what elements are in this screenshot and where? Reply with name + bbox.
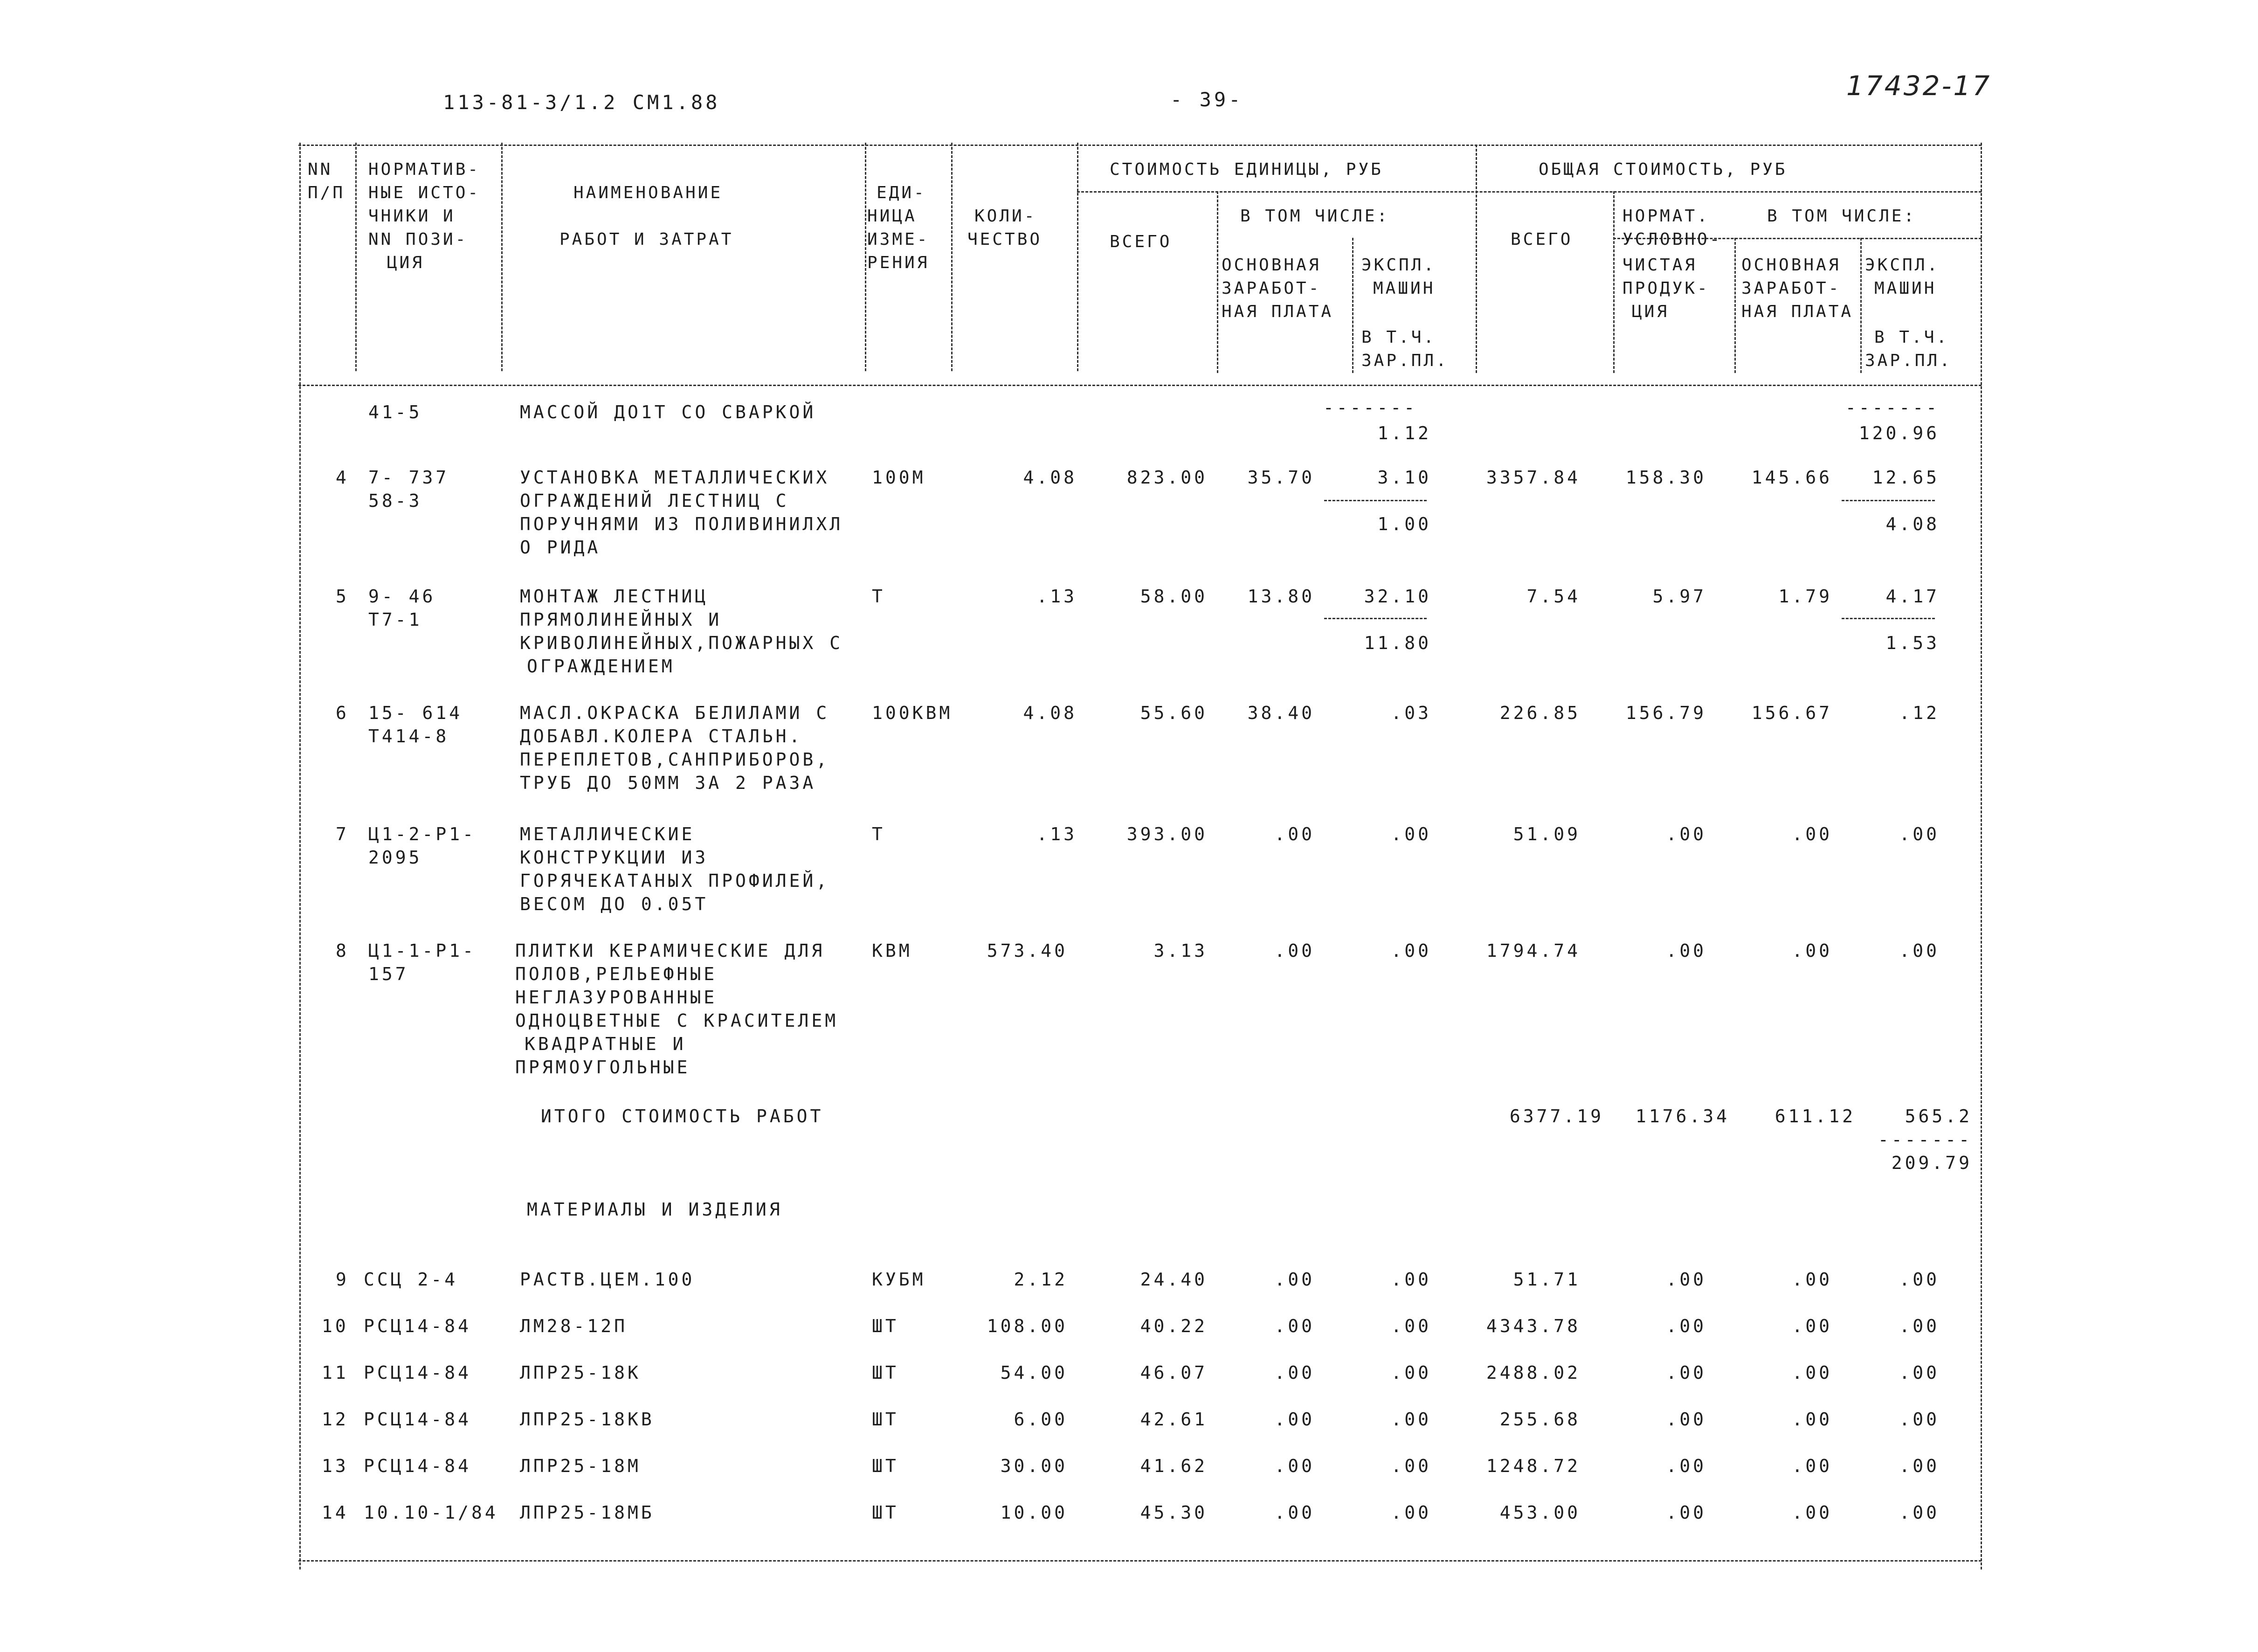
material-name: ЛПР25-18М bbox=[520, 1456, 641, 1476]
col-border-norm bbox=[1734, 238, 1736, 373]
material-basic: .00 bbox=[1274, 1502, 1315, 1523]
material-basic: .00 bbox=[1274, 1456, 1315, 1476]
row-norm: .00 bbox=[1666, 940, 1706, 961]
material-qty: 2.12 bbox=[1014, 1269, 1068, 1290]
row-qty: 4.08 bbox=[1023, 703, 1077, 723]
material-total-mach: .00 bbox=[1899, 1316, 1940, 1336]
row-basic: .00 bbox=[1274, 824, 1315, 844]
material-unit-total: 41.62 bbox=[1140, 1456, 1208, 1476]
header-norm-4: ПРОДУК- bbox=[1623, 279, 1710, 298]
row-basic: 38.40 bbox=[1247, 703, 1315, 723]
row-name: ПОЛОВ,РЕЛЬЕФНЫЕ bbox=[515, 964, 718, 984]
material-total-basic: .00 bbox=[1792, 1502, 1832, 1523]
row-name: ПРЯМОЛИНЕЙНЫХ И bbox=[520, 609, 722, 630]
subtotal-basic: 611.12 bbox=[1775, 1106, 1856, 1127]
header-unit-4: РЕНИЯ bbox=[867, 253, 930, 272]
header-total-cost-group: ОБЩАЯ СТОИМОСТЬ, РУБ bbox=[1539, 160, 1788, 179]
row-norm: .00 bbox=[1666, 824, 1706, 844]
material-unit-total: 40.22 bbox=[1140, 1316, 1208, 1336]
material-nn: 12 bbox=[322, 1409, 349, 1430]
row-total: 51.09 bbox=[1513, 824, 1581, 844]
row-mach: 32.10 bbox=[1364, 586, 1431, 607]
row-name: О РИДА bbox=[520, 537, 601, 558]
col-border-source bbox=[501, 143, 503, 371]
row-name: ПЕРЕПЛЕТОВ,САНПРИБОРОВ, bbox=[520, 749, 830, 770]
material-basic: .00 bbox=[1274, 1362, 1315, 1383]
col-border-basic2 bbox=[1860, 238, 1862, 373]
row-name: МОНТАЖ ЛЕСТНИЦ bbox=[520, 586, 709, 607]
header-basic-2: ЗАРАБОТ- bbox=[1222, 279, 1321, 298]
header-unit-2: НИЦА bbox=[867, 207, 917, 226]
material-code: ССЦ 2-4 bbox=[364, 1269, 458, 1290]
header-source-2: НЫЕ ИСТО- bbox=[368, 183, 481, 202]
material-basic: .00 bbox=[1274, 1409, 1315, 1430]
header-wage-incl-2: ЗАР.ПЛ. bbox=[1361, 351, 1449, 370]
material-norm: .00 bbox=[1666, 1502, 1706, 1523]
material-name: ЛПР25-18К bbox=[520, 1362, 641, 1383]
header-mach-2: МАШИН bbox=[1373, 279, 1436, 298]
header-unit-3: ИЗМЕ- bbox=[867, 230, 930, 249]
row-total: 226.85 bbox=[1499, 703, 1581, 723]
header-basic-1: ОСНОВНАЯ bbox=[1222, 256, 1321, 275]
row-dash bbox=[1324, 500, 1427, 501]
row-total-mach: 4.17 bbox=[1885, 586, 1940, 607]
row-code: 157 bbox=[368, 964, 409, 984]
row-name: УСТАНОВКА МЕТАЛЛИЧЕСКИХ bbox=[520, 467, 830, 488]
material-total-basic: .00 bbox=[1792, 1362, 1832, 1383]
material-total-basic: .00 bbox=[1792, 1456, 1832, 1476]
row-name: МАСЛ.ОКРАСКА БЕЛИЛАМИ С bbox=[520, 703, 830, 723]
material-unit: ШТ bbox=[872, 1409, 899, 1430]
material-name: ЛМ28-12П bbox=[520, 1316, 628, 1336]
subtotal-mach-wage: 209.79 bbox=[1891, 1153, 1972, 1173]
row-qty: .13 bbox=[1036, 824, 1077, 844]
row-basic: .00 bbox=[1274, 940, 1315, 961]
material-mach: .00 bbox=[1391, 1362, 1431, 1383]
row-unit-total: 3.13 bbox=[1153, 940, 1208, 961]
row-unit: КВМ bbox=[872, 940, 912, 961]
material-total-mach: .00 bbox=[1899, 1269, 1940, 1290]
material-qty: 10.00 bbox=[1000, 1502, 1068, 1523]
row-name: КВАДРАТНЫЕ И bbox=[525, 1034, 686, 1054]
row-qty: 4.08 bbox=[1023, 467, 1077, 488]
material-qty: 108.00 bbox=[987, 1316, 1068, 1336]
header-total-incl: В ТОМ ЧИСЛЕ: bbox=[1767, 207, 1917, 226]
row-total-mach: .12 bbox=[1899, 703, 1940, 723]
row-total-mach: .00 bbox=[1899, 824, 1940, 844]
table-bottom-border bbox=[298, 1560, 1982, 1562]
header-nn-2: П/П bbox=[308, 183, 345, 202]
col-border-group bbox=[1476, 145, 1477, 373]
row-total-mach-wage: 1.53 bbox=[1885, 633, 1940, 653]
header-norm-3: ЧИСТАЯ bbox=[1623, 256, 1698, 275]
header-basic2-1: ОСНОВНАЯ bbox=[1741, 256, 1841, 275]
material-code: 10.10-1/84 bbox=[364, 1502, 498, 1523]
material-total-mach: .00 bbox=[1899, 1456, 1940, 1476]
material-basic: .00 bbox=[1274, 1269, 1315, 1290]
row-name: НЕГЛАЗУРОВАННЫЕ bbox=[515, 987, 718, 1008]
row-nn: 4 bbox=[336, 467, 349, 488]
material-code: РСЦ14-84 bbox=[364, 1409, 472, 1430]
header-wage-incl2-2: ЗАР.ПЛ. bbox=[1865, 351, 1952, 370]
row-code: Т414-8 bbox=[368, 726, 449, 747]
row-code: Ц1-1-Р1- bbox=[368, 940, 476, 961]
col-border-right bbox=[1981, 143, 1982, 1569]
material-nn: 10 bbox=[322, 1316, 349, 1336]
row-name: ПОРУЧНЯМИ ИЗ ПОЛИВИНИЛХЛ bbox=[520, 514, 843, 534]
row-mach-wage: 1.00 bbox=[1377, 514, 1431, 534]
material-total: 255.68 bbox=[1499, 1409, 1581, 1430]
row-name: МАССОЙ ДО1Т СО СВАРКОЙ bbox=[520, 402, 816, 422]
row-norm: 156.79 bbox=[1625, 703, 1706, 723]
material-total-mach: .00 bbox=[1899, 1409, 1940, 1430]
row-nn: 5 bbox=[336, 586, 349, 607]
header-norm-2: УСЛОВНО- bbox=[1623, 230, 1722, 249]
row-total: 7.54 bbox=[1526, 586, 1581, 607]
col-border-name bbox=[865, 143, 866, 371]
row-total-mach-wage: 4.08 bbox=[1885, 514, 1940, 534]
material-mach: .00 bbox=[1391, 1456, 1431, 1476]
row-total-basic: 156.67 bbox=[1751, 703, 1832, 723]
row-name: ПЛИТКИ КЕРАМИЧЕСКИЕ ДЛЯ bbox=[515, 940, 825, 961]
material-norm: .00 bbox=[1666, 1456, 1706, 1476]
row-code: 58-3 bbox=[368, 491, 422, 511]
material-code: РСЦ14-84 bbox=[364, 1456, 472, 1476]
row-unit: 100М bbox=[872, 467, 926, 488]
row-nn: 6 bbox=[336, 703, 349, 723]
row-basic: 35.70 bbox=[1247, 467, 1315, 488]
material-mach: .00 bbox=[1391, 1502, 1431, 1523]
row-total: 3357.84 bbox=[1486, 467, 1581, 488]
material-total-mach: .00 bbox=[1899, 1362, 1940, 1383]
header-name-1: НАИМЕНОВАНИЕ bbox=[573, 183, 723, 202]
col-border-unit-total bbox=[1217, 191, 1218, 373]
row-mach-wage: 11.80 bbox=[1364, 633, 1431, 653]
material-mach: .00 bbox=[1391, 1409, 1431, 1430]
material-code: РСЦ14-84 bbox=[364, 1316, 472, 1336]
material-unit-total: 46.07 bbox=[1140, 1362, 1208, 1383]
header-source-4: NN ПОЗИ- bbox=[368, 230, 468, 249]
header-name-2: РАБОТ И ЗАТРАТ bbox=[559, 230, 734, 249]
material-nn: 13 bbox=[322, 1456, 349, 1476]
material-basic: .00 bbox=[1274, 1316, 1315, 1336]
row-total-mach: .00 bbox=[1899, 940, 1940, 961]
material-unit-total: 45.30 bbox=[1140, 1502, 1208, 1523]
material-name: РАСТВ.ЦЕМ.100 bbox=[520, 1269, 695, 1290]
row-unit-total: 823.00 bbox=[1126, 467, 1208, 488]
subtotal-total: 6377.19 bbox=[1509, 1106, 1604, 1127]
row-code: 9- 46 bbox=[368, 586, 436, 607]
material-unit: ШТ bbox=[872, 1456, 899, 1476]
material-nn: 14 bbox=[322, 1502, 349, 1523]
row-name: КРИВОЛИНЕЙНЫХ,ПОЖАРНЫХ С bbox=[520, 633, 843, 653]
row-total-mach-wage: 120.96 bbox=[1858, 423, 1940, 443]
col-border-nn bbox=[355, 143, 357, 371]
row-unit: 100КВМ bbox=[872, 703, 953, 723]
header-unit-incl: В ТОМ ЧИСЛЕ: bbox=[1240, 207, 1390, 226]
material-nn: 9 bbox=[336, 1269, 349, 1290]
header-unit-1: ЕДИ- bbox=[877, 183, 926, 202]
material-qty: 54.00 bbox=[1000, 1362, 1068, 1383]
material-total: 453.00 bbox=[1499, 1502, 1581, 1523]
row-mach: .03 bbox=[1391, 703, 1431, 723]
row-name: ПРЯМОУГОЛЬНЫЕ bbox=[515, 1057, 691, 1078]
col-border-unit bbox=[951, 143, 953, 371]
row-name: ОГРАЖДЕНИЕМ bbox=[527, 656, 675, 677]
row-name: ТРУБ ДО 50ММ ЗА 2 РАЗА bbox=[520, 773, 816, 793]
material-total-mach: .00 bbox=[1899, 1502, 1940, 1523]
header-sub-border-1 bbox=[1077, 191, 1982, 193]
row-norm: 5.97 bbox=[1652, 586, 1706, 607]
material-total-basic: .00 bbox=[1792, 1409, 1832, 1430]
handwritten-number: 17432-17 bbox=[1846, 70, 1992, 102]
row-total-basic: 145.66 bbox=[1751, 467, 1832, 488]
material-total: 4343.78 bbox=[1486, 1316, 1581, 1336]
subtotal-dash: ------- bbox=[1878, 1129, 1972, 1150]
subtotal-mach: 565.2 bbox=[1905, 1106, 1972, 1127]
col-border-basic bbox=[1352, 238, 1353, 373]
material-qty: 30.00 bbox=[1000, 1456, 1068, 1476]
header-grand-total: ВСЕГО bbox=[1511, 230, 1573, 249]
material-unit: ШТ bbox=[872, 1316, 899, 1336]
header-basic2-2: ЗАРАБОТ- bbox=[1741, 279, 1841, 298]
table-top-border bbox=[298, 145, 1982, 146]
material-total-basic: .00 bbox=[1792, 1316, 1832, 1336]
header-mach2-1: ЭКСПЛ. bbox=[1865, 256, 1940, 275]
header-basic2-3: НАЯ ПЛАТА bbox=[1741, 302, 1854, 321]
row-total-basic: .00 bbox=[1792, 824, 1832, 844]
row-mach-wage: 1.12 bbox=[1377, 423, 1431, 443]
row-basic: 13.80 bbox=[1247, 586, 1315, 607]
row-code: 2095 bbox=[368, 847, 422, 868]
row-mach: 3.10 bbox=[1377, 467, 1431, 488]
row-name: КОНСТРУКЦИИ ИЗ bbox=[520, 847, 709, 868]
row-name: ГОРЯЧЕКАТАНЫХ ПРОФИЛЕЙ, bbox=[520, 871, 830, 891]
header-nn-1: NN bbox=[308, 160, 333, 179]
material-total: 1248.72 bbox=[1486, 1456, 1581, 1476]
header-norm-5: ЦИЯ bbox=[1632, 302, 1670, 321]
page-number: - 39- bbox=[1170, 88, 1243, 111]
col-border-left bbox=[299, 143, 301, 1569]
material-unit-total: 24.40 bbox=[1140, 1269, 1208, 1290]
header-basic-3: НАЯ ПЛАТА bbox=[1222, 302, 1334, 321]
row-code: Ц1-2-Р1- bbox=[368, 824, 476, 844]
header-qty-2: ЧЕСТВО bbox=[967, 230, 1043, 249]
material-unit-total: 42.61 bbox=[1140, 1409, 1208, 1430]
row-mach-dash: ------- bbox=[1323, 397, 1417, 418]
material-norm: .00 bbox=[1666, 1316, 1706, 1336]
row-unit-total: 55.60 bbox=[1140, 703, 1208, 723]
row-total: 1794.74 bbox=[1486, 940, 1581, 961]
material-norm: .00 bbox=[1666, 1362, 1706, 1383]
material-unit: КУБМ bbox=[872, 1269, 926, 1290]
material-total: 51.71 bbox=[1513, 1269, 1581, 1290]
material-name: ЛПР25-18МБ bbox=[520, 1502, 655, 1523]
material-code: РСЦ14-84 bbox=[364, 1362, 472, 1383]
row-name: ДОБАВЛ.КОЛЕРА СТАЛЬН. bbox=[520, 726, 803, 747]
material-total-basic: .00 bbox=[1792, 1269, 1832, 1290]
material-qty: 6.00 bbox=[1014, 1409, 1068, 1430]
row-norm: 158.30 bbox=[1625, 467, 1706, 488]
material-nn: 11 bbox=[322, 1362, 349, 1383]
row-unit: Т bbox=[872, 824, 885, 844]
materials-heading: МАТЕРИАЛЫ И ИЗДЕЛИЯ bbox=[527, 1199, 783, 1220]
header-source-1: НОРМАТИВ- bbox=[368, 160, 481, 179]
row-nn: 8 bbox=[336, 940, 349, 961]
row-qty: .13 bbox=[1036, 586, 1077, 607]
material-mach: .00 bbox=[1391, 1316, 1431, 1336]
row-unit-total: 58.00 bbox=[1140, 586, 1208, 607]
row-total-mach-dash: ------- bbox=[1845, 397, 1940, 418]
header-source-3: ЧНИКИ И bbox=[368, 207, 456, 226]
header-unit-cost-group: СТОИМОСТЬ ЕДИНИЦЫ, РУБ bbox=[1110, 160, 1383, 179]
material-mach: .00 bbox=[1391, 1269, 1431, 1290]
row-code: 15- 614 bbox=[368, 703, 463, 723]
row-code: 7- 737 bbox=[368, 467, 449, 488]
col-border-total bbox=[1613, 191, 1615, 373]
row-code: Т7-1 bbox=[368, 609, 422, 630]
header-mach2-2: МАШИН bbox=[1874, 279, 1937, 298]
header-bottom-border bbox=[298, 385, 1982, 386]
header-qty-1: КОЛИ- bbox=[974, 207, 1037, 226]
header-mach-1: ЭКСПЛ. bbox=[1361, 256, 1436, 275]
row-mach: .00 bbox=[1391, 940, 1431, 961]
row-name: ВЕСОМ ДО 0.05Т bbox=[520, 894, 709, 914]
row-total-basic: 1.79 bbox=[1778, 586, 1832, 607]
row-mach: .00 bbox=[1391, 824, 1431, 844]
material-unit: ШТ bbox=[872, 1362, 899, 1383]
col-border-qty bbox=[1077, 143, 1078, 371]
subtotal-label: ИТОГО СТОИМОСТЬ РАБОТ bbox=[541, 1106, 824, 1127]
header-wage-incl-1: В Т.Ч. bbox=[1361, 328, 1436, 347]
row-nn: 7 bbox=[336, 824, 349, 844]
row-qty: 573.40 bbox=[987, 940, 1068, 961]
header-norm-1: НОРМАТ. bbox=[1623, 207, 1710, 226]
header-unit-total: ВСЕГО bbox=[1110, 232, 1172, 251]
row-dash bbox=[1324, 618, 1427, 619]
header-wage-incl2-1: В Т.Ч. bbox=[1874, 328, 1949, 347]
row-dash bbox=[1842, 500, 1935, 501]
material-unit: ШТ bbox=[872, 1502, 899, 1523]
material-norm: .00 bbox=[1666, 1409, 1706, 1430]
row-dash bbox=[1842, 618, 1935, 619]
row-total-mach: 12.65 bbox=[1872, 467, 1940, 488]
row-code: 41-5 bbox=[368, 402, 422, 422]
header-source-5: ЦИЯ bbox=[387, 253, 425, 272]
row-unit: Т bbox=[872, 586, 885, 607]
row-total-basic: .00 bbox=[1792, 940, 1832, 961]
doc-code: 113-81-3/1.2 СМ1.88 bbox=[443, 91, 720, 114]
row-name: МЕТАЛЛИЧЕСКИЕ bbox=[520, 824, 695, 844]
row-unit-total: 393.00 bbox=[1126, 824, 1208, 844]
subtotal-norm: 1176.34 bbox=[1635, 1106, 1730, 1127]
row-name: ОДНОЦВЕТНЫЕ С КРАСИТЕЛЕМ bbox=[515, 1010, 839, 1031]
material-norm: .00 bbox=[1666, 1269, 1706, 1290]
material-name: ЛПР25-18КВ bbox=[520, 1409, 655, 1430]
material-total: 2488.02 bbox=[1486, 1362, 1581, 1383]
row-name: ОГРАЖДЕНИЙ ЛЕСТНИЦ С bbox=[520, 491, 789, 511]
